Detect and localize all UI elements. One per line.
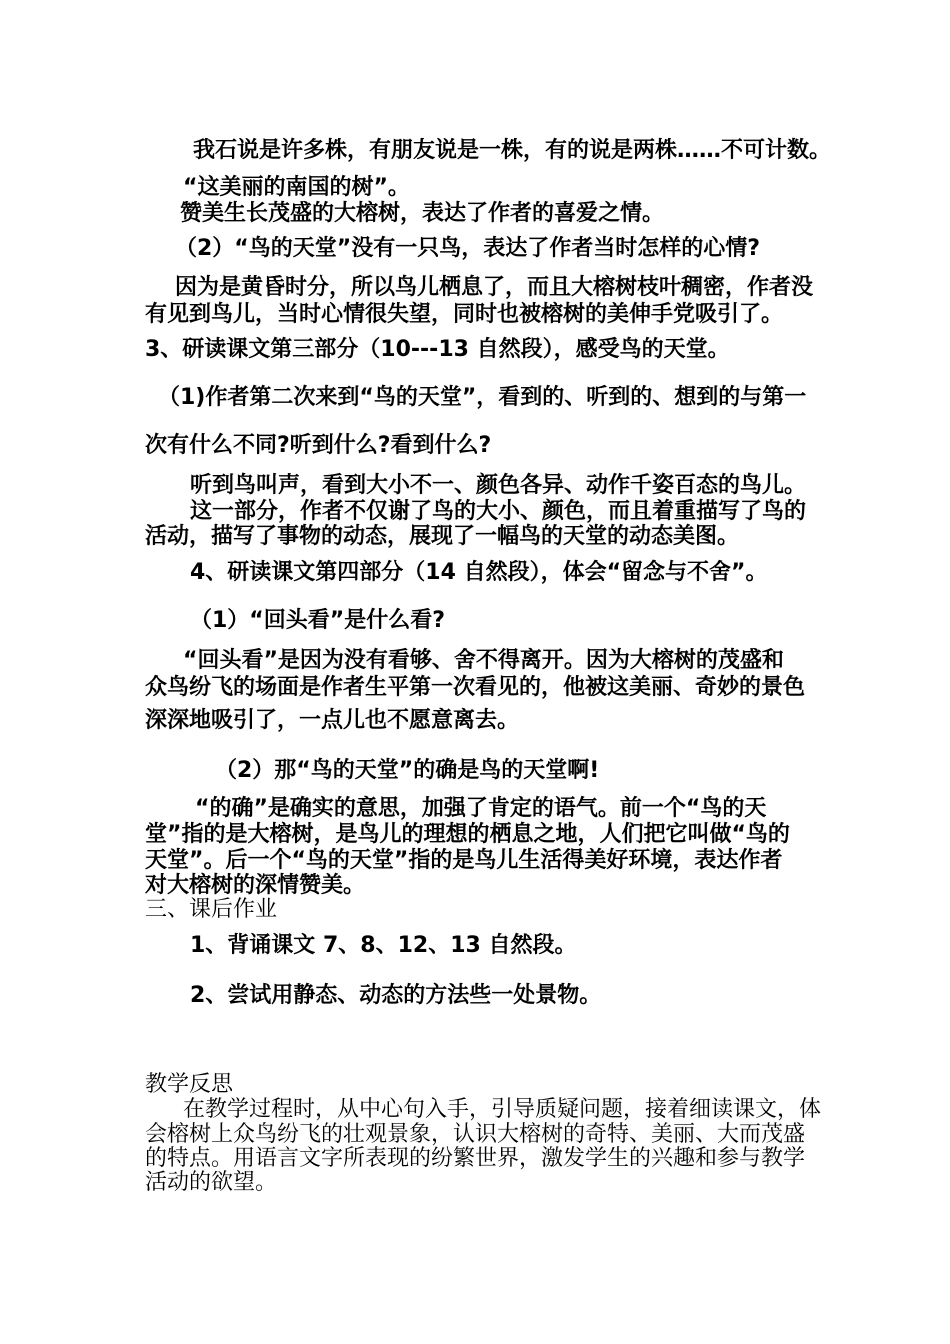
text-line: （1）“回头看”是什么看? xyxy=(190,608,445,633)
text-line: 4、研读课文第四部分（14 自然段），体会“留念与不舍”。 xyxy=(190,560,768,585)
text-line: （2）那“鸟的天堂”的确是鸟的天堂啊! xyxy=(215,758,600,783)
text-line: 会榕树上众鸟纷飞的壮观景象，认识大榕树的奇特、美丽、大而茂盛 xyxy=(145,1122,806,1147)
text-line: 因为是黄昏时分，所以鸟儿栖息了，而且大榕树枝叶稠密，作者没 xyxy=(175,275,814,300)
text-line: 在教学过程时，从中心句入手，引导质疑问题，接着细读课文，体 xyxy=(183,1097,822,1122)
text-line: 听到鸟叫声，看到大小不一、颜色各异、动作千姿百态的鸟儿。 xyxy=(190,473,807,498)
section-heading: 三、课后作业 xyxy=(145,897,278,922)
text-line: 活动的欲望。 xyxy=(145,1170,278,1195)
text-line: 众鸟纷飞的场面是作者生平第一次看见的，他被这美丽、奇妙的景色 xyxy=(145,675,806,700)
section-heading: 教学反思 xyxy=(145,1072,234,1097)
text-line: （2）“鸟的天堂”没有一只鸟，表达了作者当时怎样的心情? xyxy=(175,236,760,261)
text-line: 的特点。用语言文字所表现的纷繁世界，激发学生的兴趣和参与教学 xyxy=(145,1146,806,1171)
text-line: 活动，描写了事物的动态，展现了一幅鸟的天堂的动态美图。 xyxy=(145,524,740,549)
text-line: “这美丽的南国的树”。 xyxy=(183,175,410,200)
text-line: 3、研读课文第三部分（10---13 自然段），感受鸟的天堂。 xyxy=(145,337,730,362)
text-line: 次有什么不同?听到什么?看到什么? xyxy=(145,433,492,458)
text-line: 1、背诵课文 7、8、12、13 自然段。 xyxy=(190,933,577,958)
text-line: 深深地吸引了，一点儿也不愿意离去。 xyxy=(145,708,520,733)
text-line: 对大榕树的深情赞美。 xyxy=(145,873,366,898)
text-line: （1)作者第二次来到“鸟的天堂”，看到的、听到的、想到的与第一 xyxy=(158,385,807,410)
text-line: 堂”指的是大榕树，是鸟儿的理想的栖息之地，人们把它叫做“鸟的 xyxy=(145,822,790,847)
text-line: 有见到鸟儿，当时心情很失望，同时也被榕树的美伸手党吸引了。 xyxy=(145,302,784,327)
text-line: 2、尝试用静态、动态的方法些一处景物。 xyxy=(190,983,602,1008)
text-line: 赞美生长茂盛的大榕树，表达了作者的喜爱之情。 xyxy=(180,201,665,226)
text-line: 这一部分，作者不仅谢了鸟的大小、颜色，而且着重描写了鸟的 xyxy=(190,499,807,524)
text-line: 天堂”。后一个“鸟的天堂”指的是鸟儿生活得美好环境，表达作者 xyxy=(145,848,783,873)
text-line: 我石说是许多株，有朋友说是一株，有的说是两株……不可计数。 xyxy=(193,138,832,163)
text-line: “的确”是确实的意思，加强了肯定的语气。前一个“鸟的天 xyxy=(195,796,767,821)
text-line: “回头看”是因为没有看够、舍不得离开。因为大榕树的茂盛和 xyxy=(183,648,784,673)
